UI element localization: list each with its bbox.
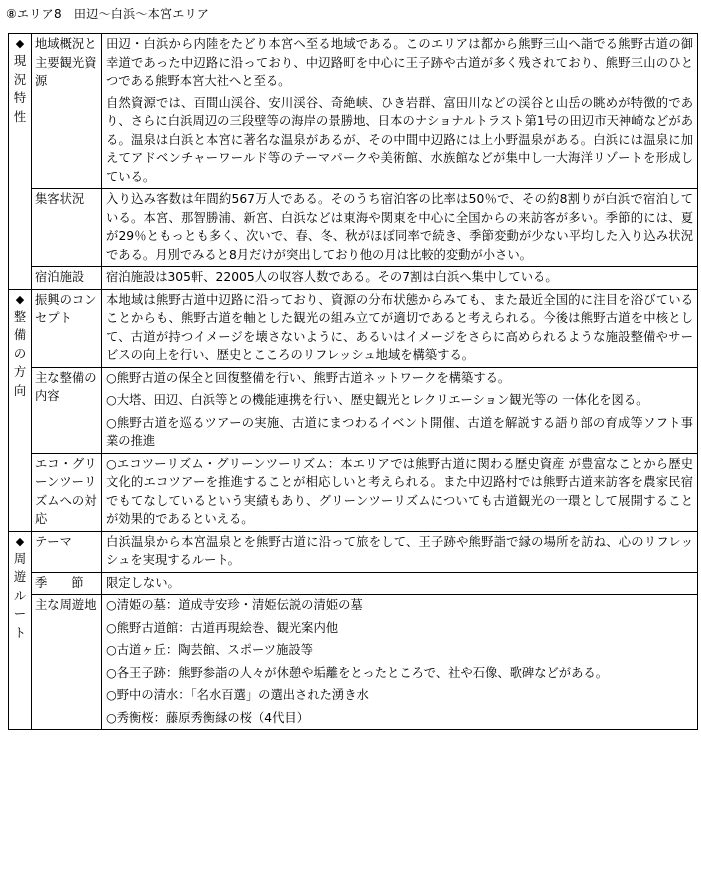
- row-label: 宿泊施設: [32, 267, 102, 290]
- table-row: [9, 367, 698, 453]
- row-content: [102, 595, 698, 730]
- section-current-characteristics: [9, 34, 32, 290]
- section-heading-char: 現: [13, 54, 27, 68]
- list-item: ○古道ヶ丘：陶芸館、スポーツ施設等: [106, 643, 313, 657]
- table-row: [9, 289, 698, 367]
- section-heading-char: 備: [13, 328, 27, 342]
- row-content: [102, 572, 698, 595]
- section-heading-char: の: [13, 346, 27, 361]
- paragraph: 田辺・白浜から内陸をたどり本宮へ至る地域である。このエリアは都から熊野三山へ詣でる熊野古道の御幸道であった中辺路に沿っており、中辺路町を中心に王子跡や古道が多く残されており、熊野三山のひとつである熊野本宮大社へと至る。: [106, 37, 693, 88]
- section-heading: [9, 550, 31, 643]
- list-item: ○清姫の墓：道成寺安珍・清姫伝説の清姫の墓: [106, 598, 363, 612]
- paragraph: 入り込み客数は年間約567万人である。そのうち宿泊客の比率は50％で、その約8割りが白浜で宿泊している。本宮、那智勝浦、新宮、白浜などは東海や関東を中心に全国からの来訪客が多い。季節的には、夏が29％ともっとも多く、次いで、春、冬、秋がほぼ同率で続き、季節変動が少ない平均した入り込み状況である。月別でみると8月だけが突出しており他の月は比較的変動が小さい。: [106, 192, 693, 262]
- section-heading-char: 遊: [13, 570, 27, 584]
- list-item: ○熊野古道を巡るツアーの実施、古道にまつわるイベント開催、古道を解説する語り部の育成等ソフト事業の推進: [106, 415, 693, 448]
- table-row: [9, 453, 698, 531]
- paragraph: 自然資源では、百間山渓谷、安川渓谷、奇絶峡、ひき岩群、富田川などの渓谷と山岳の眺めが特徴的であり、さらに白浜周辺の三段壁等の海岸の景勝地、日本のナショナルトラスト第1号の田辺市天神崎などがある。温泉は白浜と本宮に著名な温泉があるが、その中間中辺路には上小野温泉がある。白浜には温泉に加えてアドベンチャーワールド等のテーマパークや美術館、水族館などが集中し一大海洋リゾートを形成している。: [106, 95, 693, 184]
- table-row: [9, 34, 698, 189]
- section-heading-char: 況: [13, 72, 27, 87]
- row-content: [102, 267, 698, 290]
- diamond-icon: ◆: [15, 534, 25, 548]
- row-label: 集客状況: [32, 189, 102, 267]
- section-heading-char: 周: [13, 551, 27, 566]
- table-row: [9, 572, 698, 595]
- paragraph: 限定しない。: [106, 575, 180, 590]
- section-heading-char: 特: [13, 91, 27, 105]
- row-label: 主な周遊地: [32, 595, 102, 730]
- section-development-direction: [9, 289, 32, 531]
- list-item: ○秀衡桜：藤原秀衡縁の桜（4代目）: [106, 710, 310, 725]
- diamond-icon: ◆: [15, 37, 25, 50]
- page-title: [6, 6, 209, 22]
- row-label: 地域概況と主要観光資源: [32, 34, 102, 189]
- row-content: [102, 34, 698, 189]
- section-heading-char: 整: [13, 309, 27, 324]
- section-heading-char: ー: [13, 607, 27, 621]
- diamond-icon: ◆: [15, 292, 25, 306]
- paragraph: 白浜温泉から本宮温泉とを熊野古道に沿って旅をして、王子跡や熊野詣で縁の場所を訪ね、心のリフレッシュを実現するルート。: [106, 534, 693, 567]
- section-heading: [9, 308, 31, 401]
- row-label: 主な整備の内容: [32, 367, 102, 453]
- list-item: ○各王子跡：熊野参詣の人々が休憩や垢離をとったところで、社や石像、歌碑などがある。: [106, 665, 608, 680]
- section-heading: [9, 52, 31, 126]
- row-content: [102, 453, 698, 531]
- table-row: [9, 531, 698, 572]
- list-item: ○野中の清水：「名水百選」の選出された湧き水: [106, 688, 369, 702]
- list-item: ○大塔、田辺、白浜等との機能連携を行い、歴史観光とレクリエーション観光等の 一体化を図る。: [106, 393, 649, 407]
- section-tour-route: [9, 531, 32, 730]
- row-label: 季 節: [32, 572, 102, 595]
- paragraph: 本地域は熊野古道中辺路に沿っており、資源の分布状態からみても、また最近全国的に注目を浴びていることからも、熊野古道を軸とした観光の組み立てが適切であると考えられる。今後は熊野古道を中核として、古道が持つイメージを壊さないように、あるいはイメージをさらに高められるような施設整備やサービスの向上を行い、歴史とこころのリフレッシュ地域を構築する。: [106, 292, 693, 362]
- row-content: [102, 189, 698, 267]
- list-item: ○エコツーリズム・グリーンツーリズム：本エリアでは熊野古道に関わる歴史資産 が豊富なことから歴史文化的エコツアーを推進することが相応しいと考えられる。また中辺路村では熊野古道来訪客を農家民宿でもてなしているという実績もあり、グリーンツーリズムについても古道観光の一環として展開することが効果的であるといえる。: [106, 456, 693, 526]
- area-number: ⑧エリア8: [6, 7, 62, 21]
- row-label: 振興のコンセプト: [32, 289, 102, 367]
- row-content: [102, 367, 698, 453]
- paragraph: 宿泊施設は305軒、22005人の収容人数である。その7割は白浜へ集中している。: [106, 270, 558, 284]
- table-row: [9, 267, 698, 290]
- section-heading-char: ト: [13, 625, 27, 640]
- list-item: ○熊野古道の保全と回復整備を行い、熊野古道ネットワークを構築する。: [106, 370, 511, 385]
- table-row: [9, 189, 698, 267]
- area-info-table: [8, 33, 698, 730]
- section-heading-char: 向: [13, 383, 27, 398]
- section-heading-char: ル: [13, 588, 27, 603]
- row-label: エコ・グリーンツーリズムへの対応: [32, 453, 102, 531]
- table-row: [9, 595, 698, 730]
- section-heading-char: 性: [13, 109, 27, 124]
- row-content: [102, 289, 698, 367]
- row-content: [102, 531, 698, 572]
- area-name: 田辺〜白浜〜本宮エリア: [73, 7, 210, 21]
- row-label: テーマ: [32, 531, 102, 572]
- section-heading-char: 方: [13, 365, 27, 379]
- list-item: ○熊野古道館：古道再現絵巻、観光案内他: [106, 620, 339, 635]
